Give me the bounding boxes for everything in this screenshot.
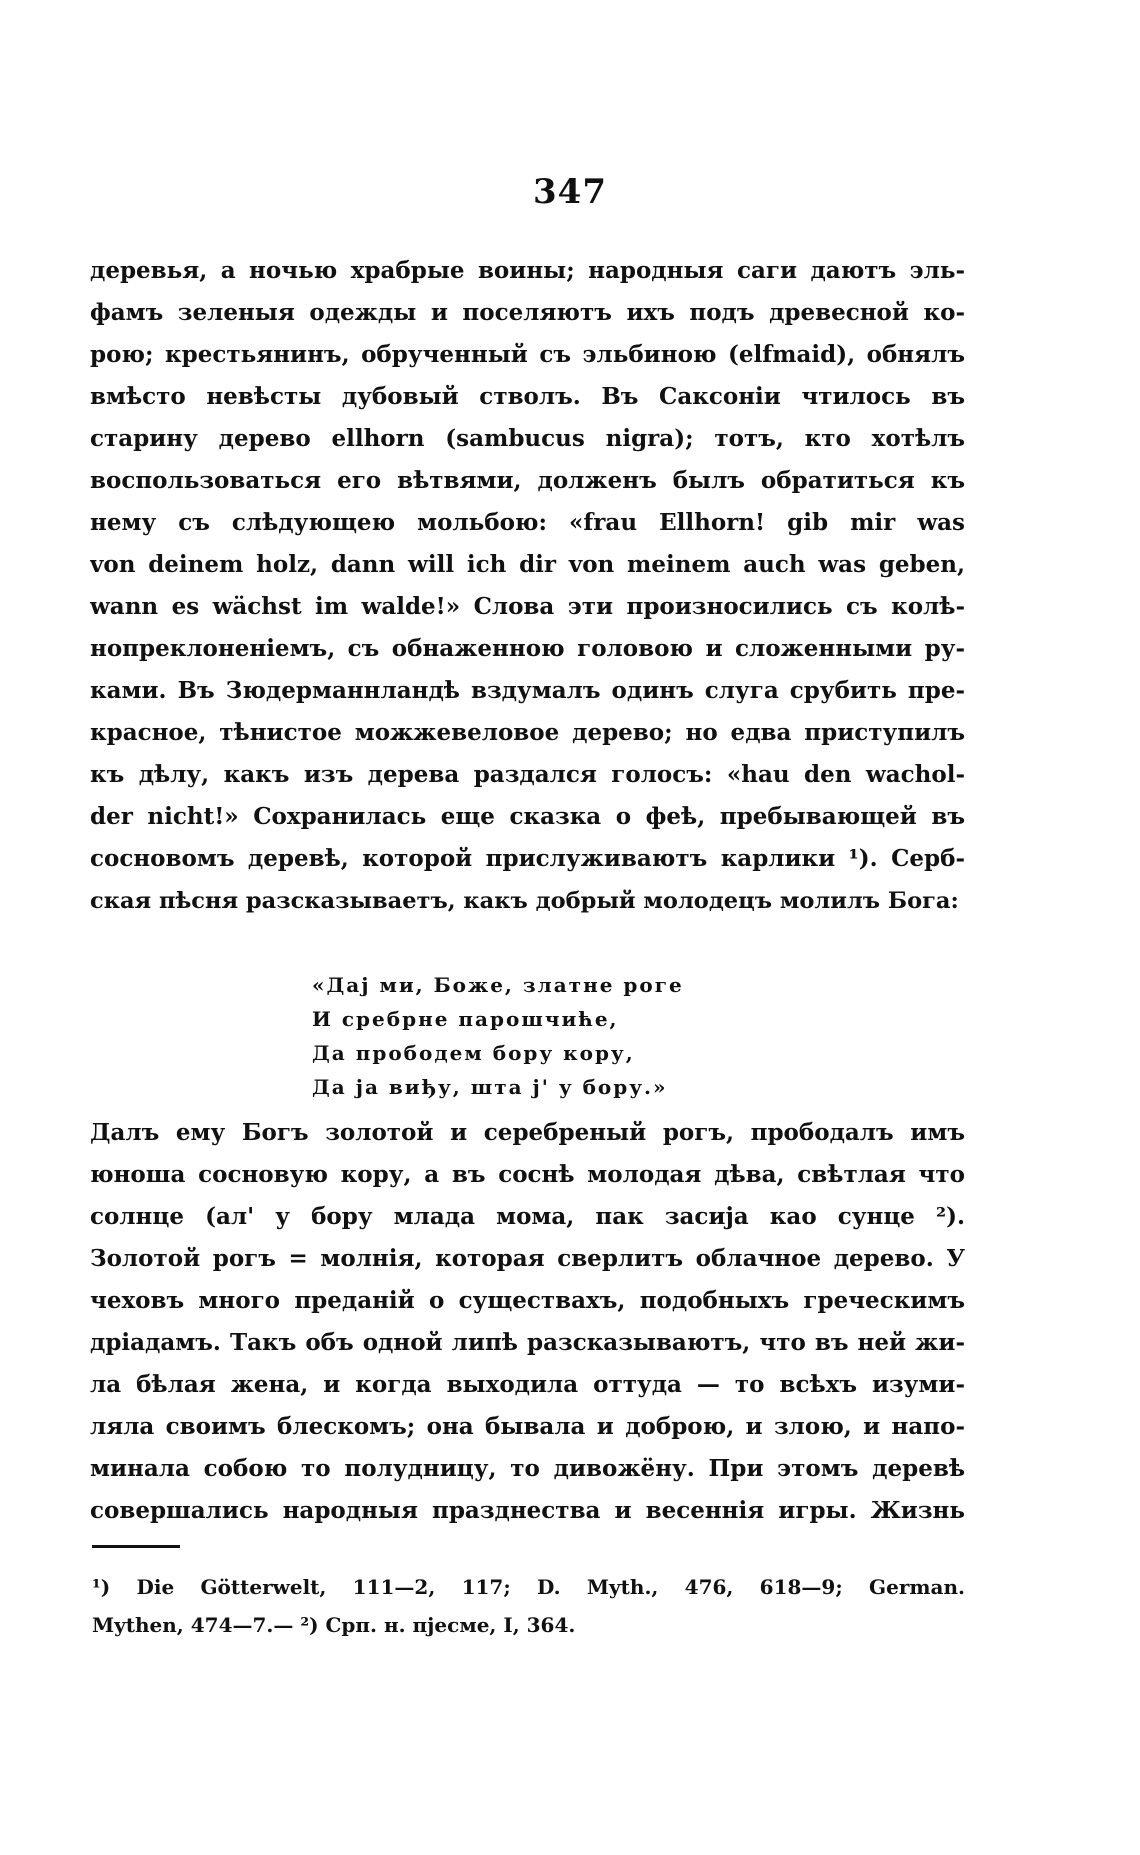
text-line: Далъ ему Богъ золотой и серебреный рогъ, прободалъ имъ [90, 1119, 965, 1146]
text-line: къ дѣлу, какъ изъ дерева раздался голосъ: «hau den wachol- [90, 761, 965, 788]
text-line: von deinem holz, dann will ich dir von meinem auch was geben, [90, 551, 965, 578]
footnotes [92, 1568, 965, 1644]
footnote-line: Mythen, 474—7.— ²) Срп. н. пјесме, I, 364. [92, 1613, 576, 1637]
text-line: совершались народныя празднества и весеннія игры. Жизнь [90, 1497, 965, 1524]
text-line: Золотой рогъ = молнія, которая сверлитъ облачное дерево. У [90, 1245, 965, 1272]
text-line: юноша сосновую кору, а въ соснѣ молодая дѣва, свѣтлая что [90, 1161, 965, 1188]
text-line: деревья, а ночью храбрые воины; народныя саги даютъ эль- [90, 257, 965, 284]
text-line: минала собою то полудницу, то дивожёну. При этомъ деревѣ [90, 1455, 965, 1482]
text-line: wann es wächst im walde!» Слова эти произносились съ колѣ- [90, 593, 965, 620]
verse-line: Да ја виђу, шта ј' у бору.» [312, 1075, 668, 1099]
text-line: чеховъ много преданій о существахъ, подобныхъ греческимъ [90, 1287, 965, 1314]
text-line: вмѣсто невѣсты дубовый стволъ. Въ Саксоніи чтилось въ [90, 383, 965, 410]
footnote-line: ¹) Die Götterwelt, 111—2, 117; D. Myth., 476, 618—9; German. [92, 1575, 965, 1599]
text-line: дріадамъ. Такъ объ одной липѣ разсказываютъ, что въ ней жи- [90, 1329, 965, 1356]
text-line: фамъ зеленыя одежды и поселяютъ ихъ подъ древесной ко- [90, 299, 965, 326]
text-line: рою; крестьянинъ, обрученный съ эльбиною (elfmaid), обнялъ [90, 341, 965, 368]
text-line: сосновомъ деревѣ, которой прислуживаютъ карлики ¹). Серб- [90, 845, 965, 872]
text-line: ляла своимъ блескомъ; она бывала и доброю, и злою, и напо- [90, 1413, 965, 1440]
verse-line: «Дај ми, Боже, златне роге [312, 973, 684, 997]
text-line: ская пѣсня разсказываетъ, какъ добрый молодецъ молилъ Бога: [90, 888, 959, 914]
serbian-verse [312, 968, 732, 1104]
verse-line: Да прободем бору кору, [312, 1041, 635, 1065]
text-line: ками. Въ Зюдерманнландѣ вздумалъ одинъ слуга срубить пре- [90, 677, 965, 704]
footnote-divider [92, 1545, 180, 1548]
verse-line: И сребрне парошчиће, [312, 1007, 619, 1031]
text-line: солнце (ал' у бору млада мома, пак засија као сунце ²). [90, 1203, 965, 1230]
text-line: нему съ слѣдующею мольбою: «frau Ellhorn! gib mir was [90, 509, 965, 536]
page-number: 347 [533, 172, 607, 212]
text-line: der nicht!» Сохранилась еще сказка о феѣ, пребывающей въ [90, 803, 965, 830]
text-line: воспользоваться его вѣтвями, долженъ былъ обратиться къ [90, 467, 965, 494]
paragraph-2 [90, 1112, 965, 1532]
text-line: ла бѣлая жена, и когда выходила оттуда — то всѣхъ изуми- [90, 1371, 965, 1398]
text-line: старину дерево ellhorn (sambucus nigra); тотъ, кто хотѣлъ [90, 425, 965, 452]
text-line: нопреклоненіемъ, съ обнаженною головою и сложенными ру- [90, 635, 965, 662]
text-line: красное, тѣнистое можжевеловое дерево; но едва приступилъ [90, 719, 965, 746]
paragraph-1 [90, 250, 965, 922]
